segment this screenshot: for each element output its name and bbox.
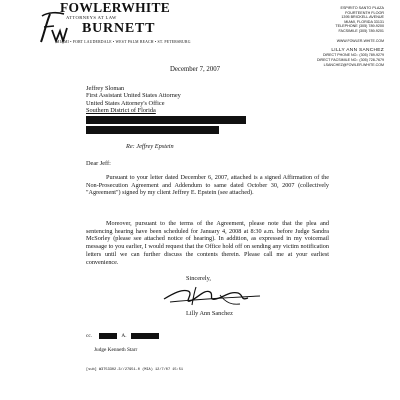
address-line: FOURTEENTH FLOOR — [345, 10, 384, 15]
document-footer: [sub] W3753302.3//27951-0 (MIA) 12/7/07 15:51 — [86, 368, 184, 372]
redaction-bar — [99, 333, 117, 339]
firm-name-line2: BURNETT — [82, 21, 156, 36]
firm-subtitle: ATTORNEYS AT LAW — [66, 15, 117, 20]
firm-offices: MIAMI • FORT LAUDERDALE • WEST PALM BEACH • ST. PETERSBURG — [56, 40, 191, 44]
recipient-block — [86, 85, 181, 114]
salutation: Dear Jeff: — [86, 160, 111, 167]
body-paragraph: Moreover, pursuant to the terms of the Agreement, please note that the plea and sentencing hearing have been scheduled for January 4, 2008 at 8:30 a.m. before Judge Sandra McSorley (please see attached notice of hearing). In addition, as expressed in my voicemail message to you earlier, I would request that the Office hold off on sending any victim notification letters until we can further discuss the contents therein. Please call me at your earliest convenience. — [86, 220, 329, 266]
address-line: 1395 BRICKELL AVENUE — [341, 15, 384, 20]
sender-fax: DIRECT FACSIMILE NO.: (305) 728-7679 — [316, 57, 384, 62]
letter-date: December 7, 2007 — [170, 66, 221, 73]
closing: Sincerely, — [186, 275, 211, 282]
recipient-name: Jeffrey Sloman — [86, 85, 125, 92]
firm-address — [335, 6, 384, 34]
sender-block — [317, 48, 384, 67]
address-line: FACSIMILE (305) 789-9201 — [338, 28, 384, 33]
recipient-title: First Assistant United States Attorney — [86, 92, 181, 100]
recipient-district: Southern District of Florida — [86, 106, 156, 114]
address-line: TELEPHONE (305) 789-9200 — [335, 24, 384, 29]
redaction-bar — [131, 333, 159, 339]
firm-name-line1: FOWLERWHITE — [60, 0, 171, 15]
sender-phone: DIRECT PHONE NO.: (305) 789-9279 — [322, 53, 384, 57]
cc-name: Judge Kenneth Starr — [94, 347, 138, 353]
subject-line: Re: Jeffrey Epstein — [126, 143, 174, 150]
redaction-bar — [86, 126, 219, 134]
redaction-bar — [86, 116, 246, 124]
cc-line — [86, 333, 159, 339]
recipient-office: United States Attorney's Office — [86, 99, 165, 107]
cc-initial: A. — [121, 333, 127, 340]
signer-name: Lilly Ann Sanchez — [186, 310, 233, 317]
address-line: ESPIRITO SANTO PLAZA — [340, 6, 384, 10]
sender-name: LILLY ANN SANCHEZ — [331, 48, 384, 53]
firm-website: WWW.FOWLER-WHITE.COM — [336, 39, 384, 43]
sender-email: LSANCHEZ@FOWLER-WHITE.COM — [323, 62, 384, 67]
address-line: MIAMI, FLORIDA 33131 — [344, 19, 384, 24]
body-paragraph: Pursuant to your letter dated December 6, 2007, attached is a signed Affirmation of the Non-Prosecution Agreement and Addendum to same dated October 30, 2007 (collectively "Agreement") signed by my client Jeffrey E. Epstein (see attached). — [86, 174, 329, 197]
signature-icon — [160, 283, 270, 309]
cc-label: cc. — [86, 333, 93, 340]
